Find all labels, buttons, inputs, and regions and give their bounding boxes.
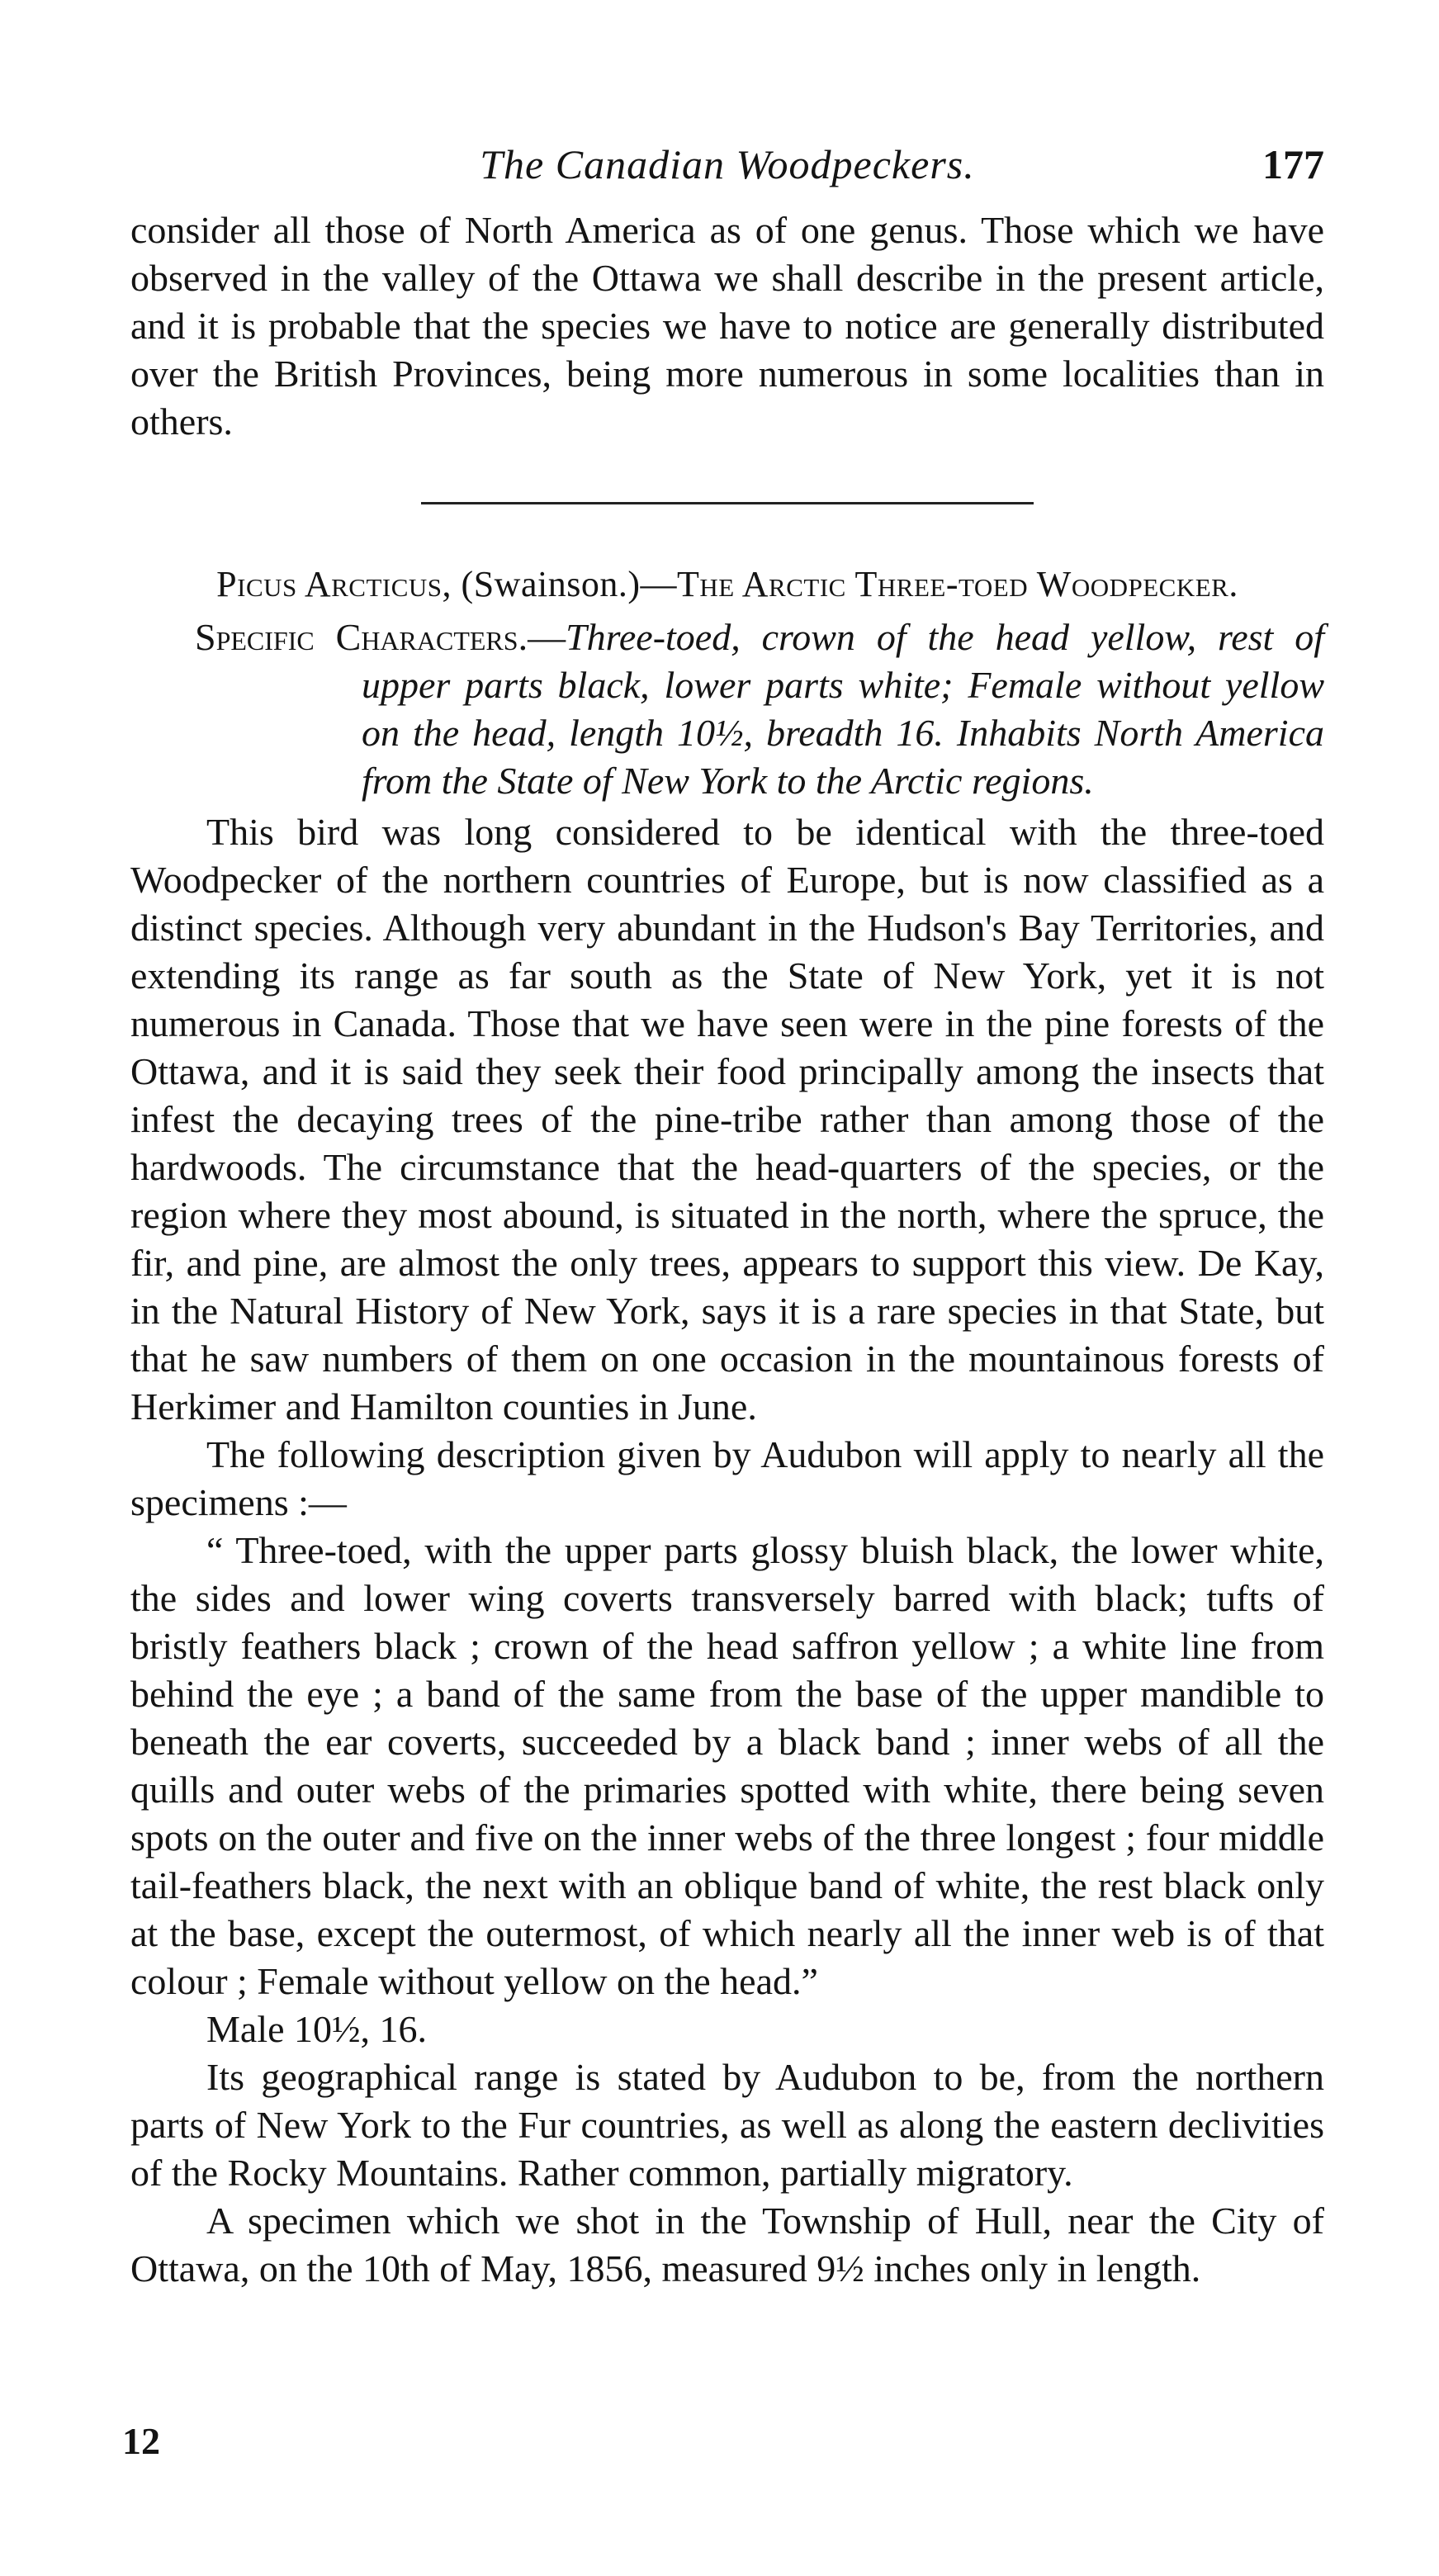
body-paragraph-1: This bird was long considered to be identical with the three-toed Woodpecker of the northern countries of Europe, but is now classified as a distinct species. Although very abundant in the Hudson's Bay Territories, and extending its range as far south as the State of New York, yet it is not numerous in Canada. Those that we have seen were in the pine forests of the Ottawa, and it is said they seek their food principally among the insects that infest the decaying trees of the pine-tribe rather than among those of the hardwoods. The circumstance that the head-quarters of the species, or the region where they most abound, is situated in the north, where the spruce, the fir, and pine, are almost the only trees, appears to support this view. De Kay, in the Natural History of New York, says it is a rare species in that State, but that he saw numbers of them on one occasion in the mountainous forests of Herkimer and Hamilton counties in June. (130, 811, 1324, 1428)
body-paragraph-range: Its geographical range is stated by Audubon to be, from the northern parts of New York to the Fur countries, as well as along the eastern declivities of the Rocky Mountains. Rather common, partially migratory. (130, 2056, 1324, 2194)
species-authority: (Swainson.)— (461, 564, 677, 604)
signature-mark: 12 (122, 2420, 160, 2462)
page-number: 177 (1262, 141, 1324, 187)
specific-characters-label: Specific Characters.— (195, 616, 566, 658)
running-head (130, 140, 1324, 206)
body-paragraph-specimen: A specimen which we shot in the Township of Hull, near the City of Ottawa, on the 10th of May, 1856, measured 9½ inches only in length. (130, 2200, 1324, 2290)
specific-characters (130, 613, 1324, 805)
species-latin-name: Picus Arcticus, (216, 564, 452, 604)
book-page (130, 140, 1324, 2293)
intro-paragraph: consider all those of North America as of one genus. Those which we have observed in the valley of the Ottawa we shall describe in the present article, and it is probable that the species we have to notice are generally distributed over the British Provinces, being more numerous in some localities than in others. (130, 209, 1324, 443)
body-paragraph-2: The following description given by Audubon will apply to nearly all the specimens :— (130, 1433, 1324, 1523)
audubon-quote: “ Three-toed, with the upper parts glossy bluish black, the lower white, the sides and lower wing coverts transversely barred with black; tufts of bristly feathers black ; crown of the head saffron yellow ; a white line from behind the eye ; a band of the same from the base of the upper mandible to beneath the ear coverts, succeeded by a black band ; inner webs of all the quills and outer webs of the primaries spotted with white, there being seven spots on the outer and five on the inner webs of the three longest ; four middle tail-feathers black, the next with an oblique band of white, the rest black only at the base, except the outermost, of which nearly all the inner web is of that colour ; Female without yellow on the head.” (130, 1529, 1324, 2002)
specific-characters-text: Three-toed, crown of the head yellow, rest of upper parts black, lower parts white; Female without yellow on the head, length 10½, breadth 16. Inhabits North America from the State of New York to the Arctic regions. (362, 616, 1324, 802)
species-common-name: The Arctic Three-toed Woodpecker. (676, 564, 1238, 604)
species-heading (130, 561, 1324, 608)
section-divider (421, 502, 1034, 504)
running-title: The Canadian Woodpeckers. (480, 141, 975, 187)
measurements-line: Male 10½, 16. (206, 2008, 428, 2050)
